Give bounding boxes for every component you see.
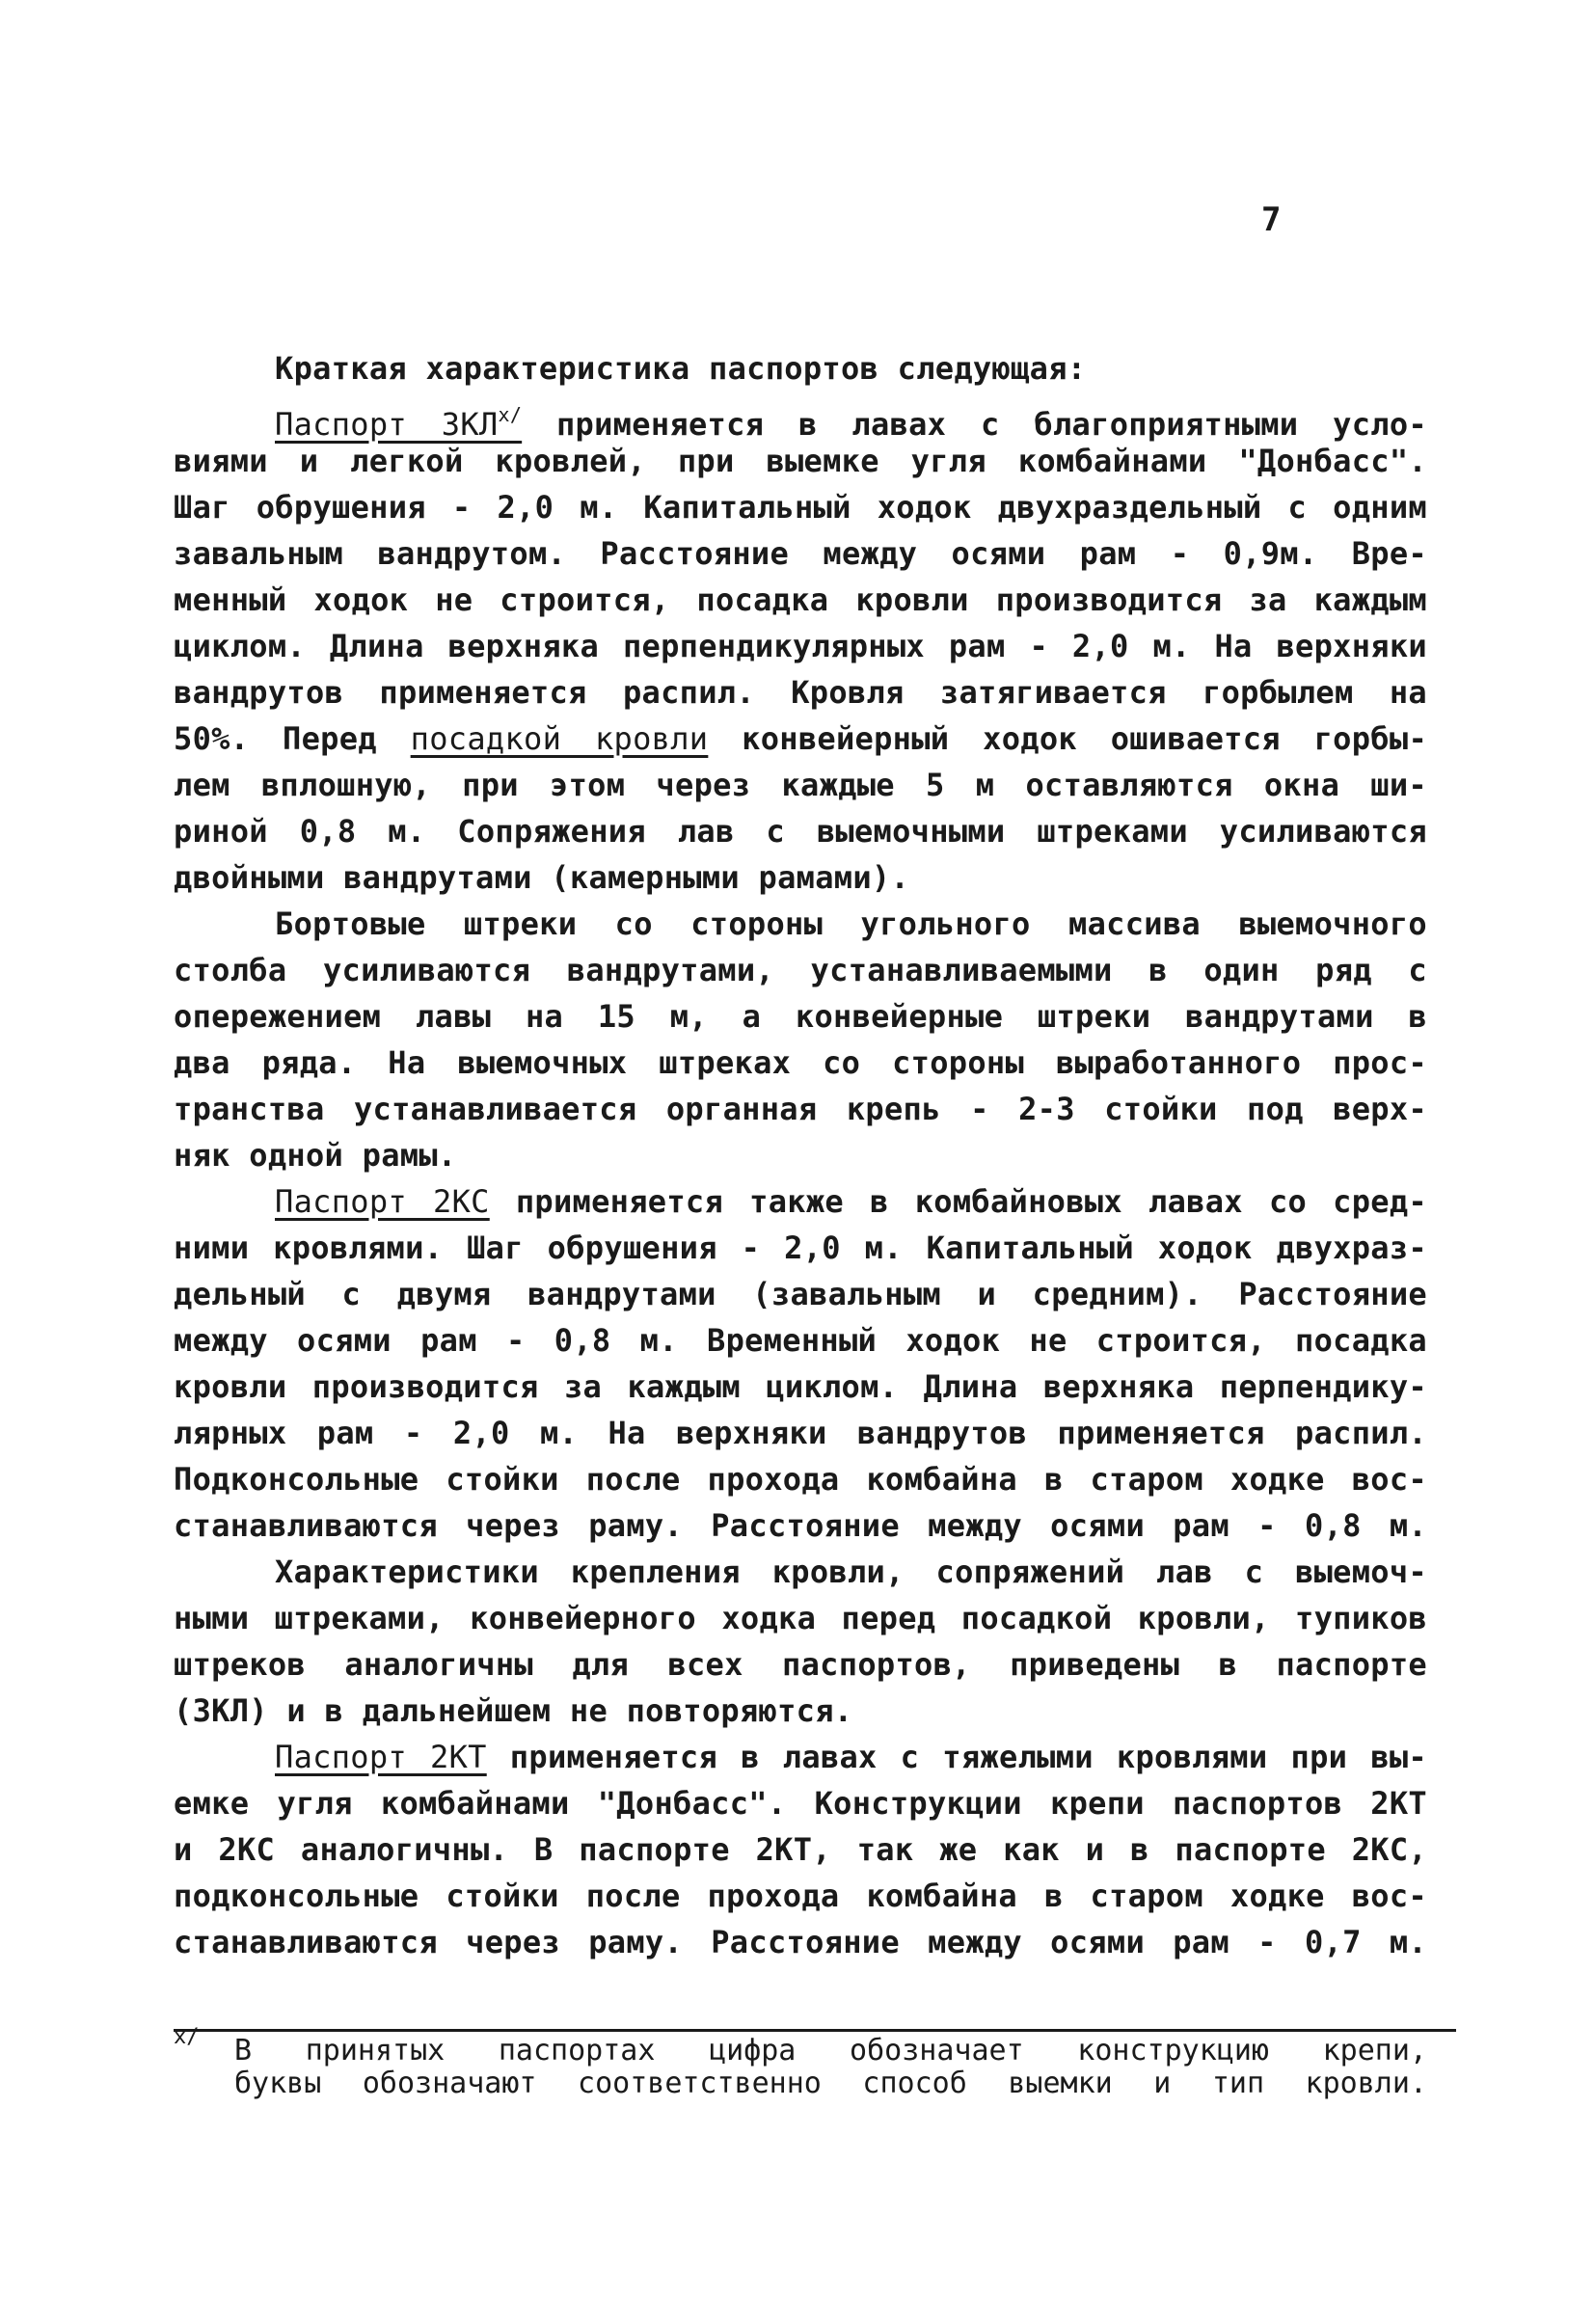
p3-line-5: кровли производится за каждым циклом. Длина верхняка перпендику-: [174, 1368, 1427, 1405]
p2-line-3: опережением лавы на 15 м, а конвейерные штреки вандрутами в: [174, 998, 1427, 1035]
p1-line-11: двойными вандрутами (камерными рамами).: [174, 859, 910, 896]
passport-3kl-label: Паспорт $3КЛ^{х/}$: [275, 403, 523, 443]
p3-line-3: дельный с двумя вандрутами (завальным и средним). Расстояние: [174, 1276, 1427, 1312]
body-text: [174, 345, 1427, 1965]
p5-line-2: емке угля комбайнами "Донбасс". Конструкции крепи паспортов 2КТ: [174, 1785, 1427, 1822]
p1-line-2: виями и легкой кровлей, при выемке угля комбайнами "Донбасс".: [174, 443, 1427, 479]
p3-line-1: Паспорт 2КС применяется также в комбайновых лавах со сред-: [275, 1183, 1427, 1220]
p3-line-4: между осями рам - 0,8 м. Временный ходок не строится, посадка: [174, 1322, 1427, 1359]
page-number: 7: [1261, 201, 1282, 239]
p4-line-4: (3КЛ) и в дальнейшем не повторяются.: [174, 1692, 853, 1729]
intro-line: Краткая характеристика паспортов следующая:: [275, 350, 1087, 387]
p1-line-9: лем вплошную, при этом через каждые 5 м оставляются окна ши-: [174, 767, 1427, 803]
roof-landing-underline: посадкой кровли: [410, 720, 709, 757]
p2-line-4: два ряда. На выемочных штреках со стороны выработанного прос-: [174, 1044, 1427, 1081]
passport-2ks-label: Паспорт 2КС: [275, 1183, 490, 1220]
p2-line-5: транства устанавливается органная крепь - 2-3 стойки под верх-: [174, 1091, 1427, 1127]
p5-line-1: Паспорт 2КТ применяется в лавах с тяжелыми кровлями при вы-: [275, 1739, 1427, 1775]
p5-line-4: подконсольные стойки после прохода комбайна в старом ходке вос-: [174, 1878, 1427, 1914]
footnote: [174, 2025, 1427, 2100]
p1-line-5: менный ходок не строится, посадка кровли производится за каждым: [174, 581, 1427, 618]
p3-line-8: станавливаются через раму. Расстояние между осями рам - 0,8 м.: [174, 1507, 1427, 1544]
p3-line-7: Подконсольные стойки после прохода комбайна в старом ходке вос-: [174, 1461, 1427, 1498]
p1-line-4: завальным вандрутом. Расстояние между осями рам - 0,9м. Вре-: [174, 535, 1427, 572]
p2-line-1: Бортовые штреки со стороны угольного массива выемочного: [275, 905, 1427, 942]
p2-line-6: няк одной рамы.: [174, 1137, 457, 1174]
footnote-separator: [174, 2029, 1456, 2032]
p3-line-2: ними кровлями. Шаг обрушения - 2,0 м. Капитальный ходок двухраз-: [174, 1230, 1427, 1266]
footnote-mark: х/: [174, 2025, 200, 2049]
p1-line-3: Шаг обрушения - 2,0 м. Капитальный ходок двухраздельный с одним: [174, 489, 1427, 526]
p1-line-7: вандрутов применяется распил. Кровля затягивается горбылем на: [174, 674, 1427, 711]
p1-line-6: циклом. Длина верхняка перпендикулярных рам - 2,0 м. На верхняки: [174, 628, 1427, 664]
p4-line-2: ными штреками, конвейерного ходка перед посадкой кровли, тупиков: [174, 1600, 1427, 1636]
p1-line-8: 50%. Перед посадкой кровли конвейерный ходок ошивается горбы-: [174, 720, 1428, 757]
p3-line-6: лярных рам - 2,0 м. На верхняки вандрутов применяется распил.: [174, 1415, 1427, 1451]
p1-line-1: Паспорт $3КЛ^{х/}$ применяется в лавах с благоприятными усло-: [275, 403, 1427, 443]
p5-line-5: станавливаются через раму. Расстояние между осями рам - 0,7 м.: [174, 1924, 1427, 1960]
p4-line-3: штреков аналогичны для всех паспортов, приведены в паспорте: [174, 1646, 1427, 1683]
footnote-line-1: В принятых паспортах цифра обозначает конструкцию крепи,: [234, 2034, 1427, 2067]
p2-line-2: столба усиливаются вандрутами, устанавливаемыми в один ряд с: [174, 952, 1427, 988]
p5-line-3: и 2КС аналогичны. В паспорте 2КТ, так же как и в паспорте 2КС,: [174, 1831, 1427, 1868]
p1-line-10: риной 0,8 м. Сопряжения лав с выемочными штреками усиливаются: [174, 813, 1427, 850]
p4-line-1: Характеристики крепления кровли, сопряжений лав с выемоч-: [275, 1554, 1427, 1590]
passport-2kt-label: Паспорт 2КТ: [275, 1739, 487, 1775]
footnote-ref-mark: х/: [498, 403, 523, 426]
footnote-line-2: буквы обозначают соответственно способ выемки и тип кровли.: [234, 2067, 1427, 2100]
